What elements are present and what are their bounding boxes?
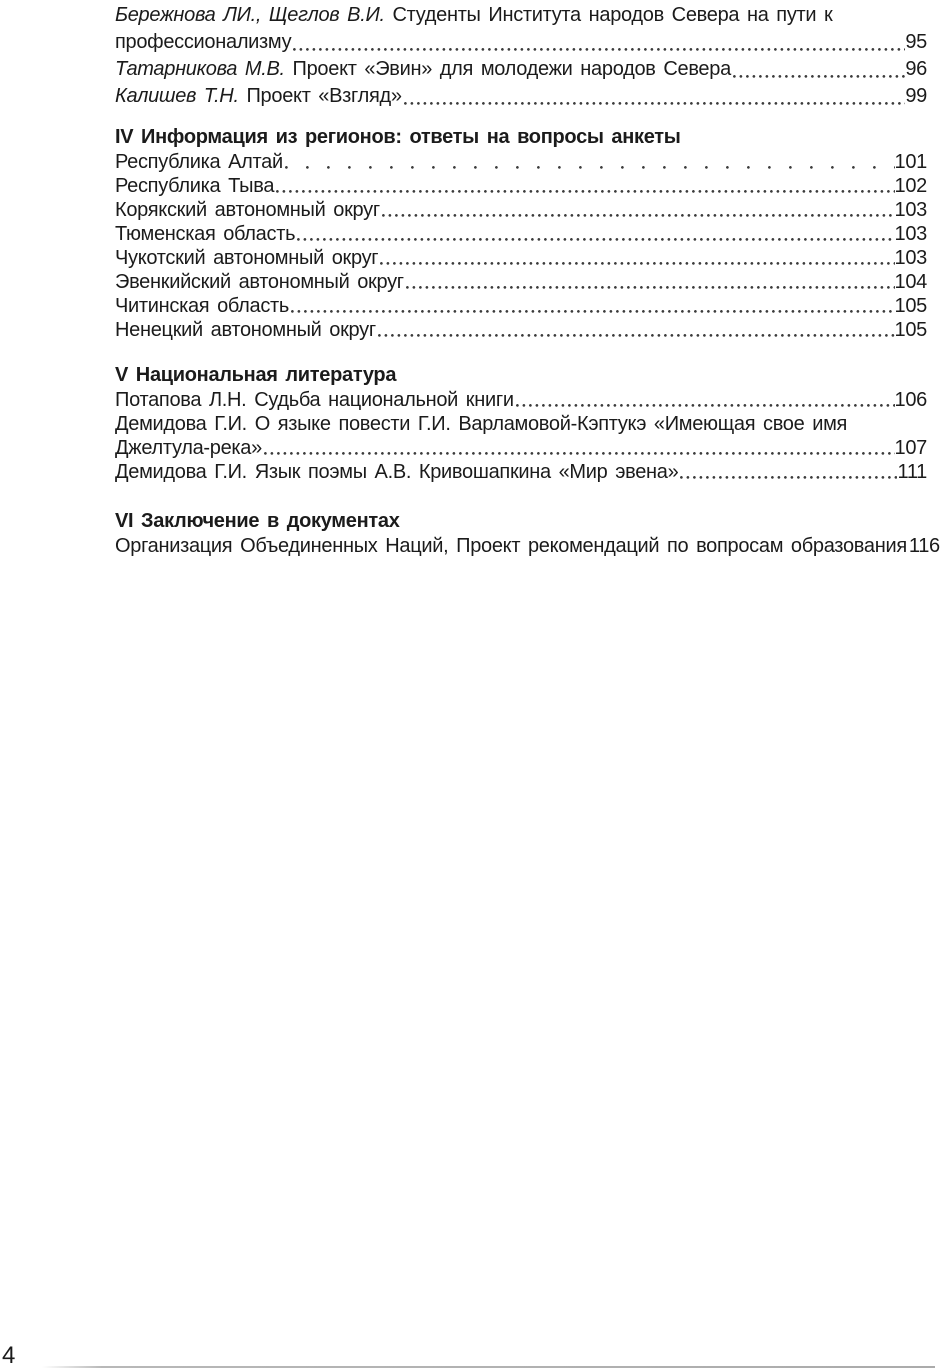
dot-leader	[293, 48, 905, 51]
toc-entry	[115, 56, 927, 83]
entry-page-number: 101	[894, 151, 927, 173]
entry-text: Республика Тыва	[115, 175, 275, 197]
entry-title	[115, 246, 378, 270]
entry-authors: Татарникова М.В.	[115, 58, 285, 80]
entry-text: Джелтула-река»	[115, 437, 262, 459]
entry-page-number: 103	[894, 223, 927, 245]
entry-page-number: 106	[894, 389, 927, 411]
toc-entry	[115, 294, 927, 318]
toc-section-header: VI Заключение в документах	[115, 510, 400, 532]
toc-entry	[115, 534, 940, 558]
entry-page-number: 103	[894, 247, 927, 269]
entry-text: Потапова Л.Н. Судьба национальной книги	[115, 389, 514, 411]
entry-text: Студенты Института народов Севера на пути к	[384, 4, 833, 26]
toc-entry	[115, 83, 927, 110]
dot-leader	[382, 214, 895, 217]
entry-page-number: 107	[894, 437, 927, 459]
entry-text: профессионализму	[115, 31, 292, 53]
entry-title	[115, 534, 907, 558]
toc-entry	[115, 150, 927, 174]
entry-text: Демидова Г.И. О языке повести Г.И. Варламовой-Кэптукэ «Имеющая свое имя	[115, 413, 848, 435]
toc-entry	[115, 318, 927, 342]
entry-text: Читинская область	[115, 295, 290, 317]
entry-page-number: 104	[894, 271, 927, 293]
entry-text: Эвенкийский автономный округ	[115, 271, 404, 293]
dot-leader	[285, 166, 895, 169]
toc-section-header: IV Информация из регионов: ответы на вопросы анкеты	[115, 126, 681, 148]
toc-entry	[115, 460, 927, 484]
toc-entry	[115, 436, 927, 460]
toc-entry	[115, 388, 927, 412]
toc-entry	[115, 174, 927, 198]
toc-entry	[115, 270, 927, 294]
entry-page-number: 95	[905, 31, 927, 53]
toc-entry	[115, 222, 927, 246]
entry-text: Организация Объединенных Наций, Проект рекомендаций по вопросам образования	[115, 535, 907, 557]
entry-title	[115, 2, 832, 29]
entry-page-number: 116	[908, 535, 940, 557]
entry-title	[115, 198, 380, 222]
entry-title	[115, 294, 289, 318]
dot-leader	[680, 476, 897, 479]
dot-leader	[264, 452, 895, 455]
entry-authors: Бережнова ЛИ., Щеглов В.И.	[115, 4, 385, 26]
entry-page-number: 99	[905, 85, 927, 107]
toc-entry	[115, 2, 927, 29]
dot-leader	[406, 286, 895, 289]
toc-entry	[115, 29, 927, 56]
entry-title	[115, 460, 678, 484]
entry-page-number: 105	[894, 319, 927, 341]
toc-entry	[115, 246, 927, 270]
entry-text: Проект «Эвин» для молодежи народов Севера	[284, 58, 731, 80]
entry-title	[115, 388, 514, 412]
entry-page-number: 96	[905, 58, 927, 80]
entry-page-number: 105	[894, 295, 927, 317]
dot-leader	[380, 262, 894, 265]
dot-leader	[276, 190, 894, 193]
entry-title	[115, 436, 262, 460]
dot-leader	[404, 102, 906, 105]
entry-authors: Калишев Т.Н.	[115, 85, 239, 107]
dot-leader	[291, 310, 894, 313]
entry-page-number: 111	[897, 461, 927, 483]
entry-text: Республика Алтай	[115, 151, 283, 173]
entry-title	[115, 174, 274, 198]
entry-title	[115, 318, 376, 342]
entry-title	[115, 412, 847, 436]
entry-text: Ненецкий автономный округ	[115, 319, 376, 341]
entry-page-number: 102	[894, 175, 927, 197]
entry-text: Проект «Взгляд»	[238, 85, 402, 107]
dot-leader	[733, 75, 905, 78]
entry-text: Демидова Г.И. Язык поэмы А.В. Кривошапкина «Мир эвена»	[115, 461, 679, 483]
entry-title	[115, 83, 402, 110]
table-of-contents	[115, 2, 940, 558]
entry-title	[115, 56, 731, 83]
entry-title	[115, 150, 283, 174]
dot-leader	[516, 404, 895, 407]
entry-page-number: 103	[894, 199, 927, 221]
dot-leader	[297, 238, 894, 241]
entry-text: Тюменская область	[115, 223, 296, 245]
bottom-scan-rule	[42, 1366, 935, 1368]
dot-leader	[378, 334, 895, 337]
entry-text: Корякский автономный округ	[115, 199, 380, 221]
entry-text: Чукотский автономный округ	[115, 247, 379, 269]
toc-entry	[115, 198, 927, 222]
page-number-footer: 4	[2, 1342, 16, 1369]
entry-title	[115, 29, 291, 56]
toc-section-header: V Национальная литература	[115, 364, 397, 386]
toc-entry	[115, 412, 927, 436]
entry-title	[115, 222, 295, 246]
entry-title	[115, 270, 404, 294]
